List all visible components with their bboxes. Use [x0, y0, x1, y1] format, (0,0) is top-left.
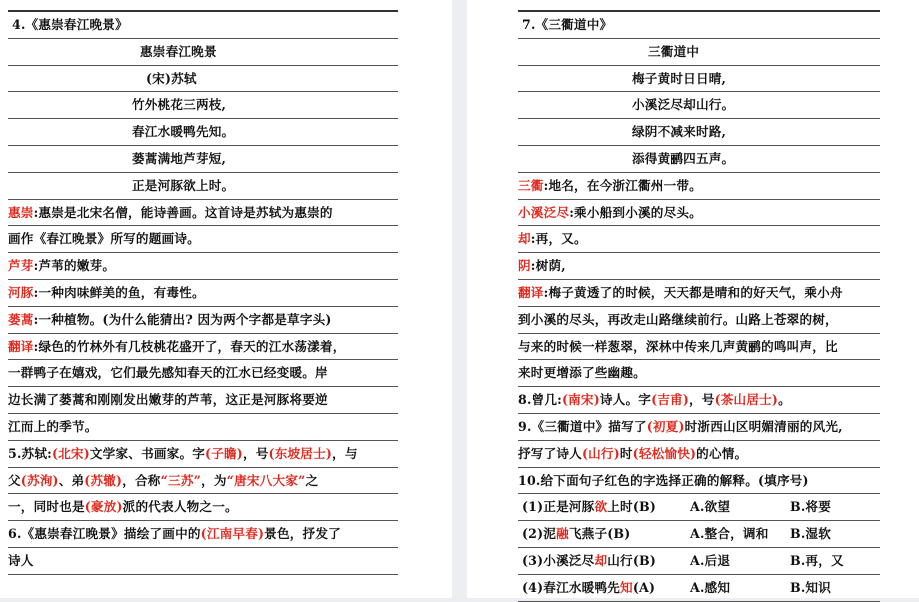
poem-verse: 添得黄鹂四五声。 [518, 146, 880, 173]
highlight-char: 却 [594, 552, 608, 568]
highlight-char: 知 [620, 579, 633, 595]
q-text: 诗人。字 [599, 392, 652, 408]
section-heading: 7.《三衢道中》 [518, 12, 880, 39]
q-text: 9.《三衢道中》描写了 [518, 418, 647, 434]
note-line [518, 334, 880, 361]
note-text: :惠崇是北宋名僧，能诗善画。这首诗是苏轼为惠崇的 [33, 204, 333, 220]
answer: (苏洵) [20, 472, 59, 488]
q-text: ，合称 [122, 472, 161, 488]
poem-verse: 正是河豚欲上时。 [8, 173, 398, 200]
q-text: 、弟 [58, 472, 85, 488]
q-text: 景色，抒发了 [264, 526, 341, 542]
item-sentence [522, 494, 656, 520]
poem-verse: 小溪泛尽却山行。 [518, 92, 880, 119]
note-line [8, 307, 398, 334]
question-5-line-1 [8, 441, 398, 468]
question-10-item [518, 521, 880, 548]
q-text: 抒写了诗人 [518, 445, 582, 461]
note-text: 与来的时候一样葱翠，深林中传来几声黄鹂的鸣叫声，比 [518, 338, 838, 354]
note-line [8, 226, 398, 253]
note-text: :树荫, [530, 258, 566, 274]
q-text: 时 [619, 445, 633, 461]
note-text: 江而上的季节。 [8, 418, 98, 434]
q-text: (1)正是河豚 [522, 499, 595, 515]
option-a: A.整合，调和 [690, 526, 769, 542]
note-line [518, 253, 880, 280]
option-a: A.感知 [690, 579, 731, 595]
q-text: 飞燕子(B) [568, 526, 631, 542]
note-line [518, 173, 880, 200]
option-b: B.将要 [790, 499, 832, 515]
q-text: 山行(B) [607, 552, 657, 568]
note-term: 翻译 [8, 338, 34, 354]
poem-author: (宋)苏轼 [8, 66, 398, 93]
note-text: :一种植物。(为什么能猜出? 因为两个字都是草字头) [33, 311, 332, 327]
q-text: 的心情。 [696, 445, 748, 461]
note-text: :再，又。 [530, 231, 587, 247]
question-10-item [518, 548, 880, 575]
note-text: :地名，在今浙江衢州一带。 [543, 177, 702, 193]
question-8 [518, 387, 880, 414]
note-line [518, 200, 880, 227]
poem-verse: 梅子黄时日日晴, [518, 66, 880, 93]
q-text: (2)泥 [522, 526, 557, 542]
note-text: 到小溪的尽头，再改走山路继续前行。山路上苍翠的树， [518, 311, 838, 327]
q-text: 之 [305, 472, 319, 488]
answer: (初夏) [646, 418, 685, 434]
note-text: 来时更增添了些幽趣。 [518, 365, 646, 381]
q-text: 5.苏轼: [8, 445, 52, 461]
answer: (北宋) [51, 445, 90, 461]
q-text: 上时(B) [607, 499, 657, 515]
note-line [8, 360, 398, 387]
note-text: :梅子黄透了的时候，天天都是晴和的好天气，乘小舟 [543, 284, 843, 300]
answer: (吉甫) [651, 392, 689, 408]
note-line [8, 387, 398, 414]
note-line [8, 280, 398, 307]
q-text: (3)小溪泛尽 [522, 552, 595, 568]
highlight-char: 融 [556, 526, 569, 542]
note-text: :绿色的竹林外有几枝桃花盛开了，春天的江水荡漾着， [33, 338, 346, 354]
question-6-line-2 [8, 548, 398, 575]
note-line [518, 280, 880, 307]
option-b: B.湿软 [790, 526, 832, 542]
item-sentence [522, 548, 656, 574]
right-column [518, 10, 880, 602]
poem-title: 惠崇春江晚景 [8, 39, 398, 66]
answer: (豪放) [84, 499, 123, 515]
note-line [518, 226, 880, 253]
q-text: (A) [632, 579, 656, 595]
note-line [518, 360, 880, 387]
q-text: 派的代表人物之一。 [122, 499, 238, 515]
q-text: (4)春江水暖鸭先 [522, 579, 621, 595]
note-term: 惠崇 [8, 204, 34, 220]
poem-verse: 春江水暖鸭先知。 [8, 119, 398, 146]
note-text: 边长满了蒌蒿和刚刚发出嫩芽的芦苇，这正是河豚将要逆 [8, 392, 328, 408]
answer: “唐宋八大家” [226, 472, 306, 488]
answer: (东坡居士) [268, 445, 333, 461]
q-text: 。 [778, 392, 791, 408]
note-text: 画作《春江晚景》所写的题画诗。 [8, 231, 200, 247]
note-text: :芦苇的嫩芽。 [33, 258, 116, 274]
section-heading: 4.《惠崇春江晚景》 [8, 12, 398, 39]
answer: (江南早春) [200, 526, 265, 542]
answer: “三苏” [160, 472, 202, 488]
answer: (南宋) [561, 392, 600, 408]
q-text: 6.《惠崇春江晚景》描绘了画中的 [8, 526, 201, 542]
poem-verse: 绿阴不减来时路, [518, 119, 880, 146]
q-text: 一，同时也是 [8, 499, 85, 515]
highlight-char: 欲 [594, 499, 608, 515]
answer: (子瞻) [205, 445, 243, 461]
left-page [0, 0, 452, 598]
poem-verse: 竹外桃花三两枝, [8, 92, 398, 119]
question-9-line-1 [518, 414, 880, 441]
q-text: ，与 [332, 445, 358, 461]
q-text: 8.曾几: [518, 392, 562, 408]
note-line [518, 307, 880, 334]
poem-verse: 蒌蒿满地芦芽短, [8, 146, 398, 173]
option-b: B.知识 [790, 579, 832, 595]
q-text: 父 [8, 472, 21, 488]
item-sentence [522, 521, 630, 547]
note-term: 阴 [518, 258, 531, 274]
note-term: 芦芽 [8, 258, 34, 274]
option-a: A.欲望 [690, 499, 731, 515]
question-5-line-3 [8, 494, 398, 521]
item-sentence [522, 575, 655, 601]
question-10-item [518, 494, 880, 521]
q-text: ，为 [201, 472, 227, 488]
note-text: 一群鸭子在嬉戏，它们最先感知春天的江水已经变暖。岸 [8, 365, 328, 381]
q-text: 时浙西山区明媚清丽的风光, [684, 418, 843, 434]
q-text: 诗人 [8, 552, 34, 568]
question-5-line-2 [8, 468, 398, 495]
answer: (茶山居士) [714, 392, 779, 408]
note-term: 河豚 [8, 284, 34, 300]
poem-title: 三衢道中 [518, 39, 880, 66]
note-term: 却 [518, 231, 531, 247]
q-text: 文学家、书画家。字 [89, 445, 206, 461]
note-term: 蒌蒿 [8, 311, 34, 327]
answer: (苏辙) [84, 472, 123, 488]
note-text: :乘小船到小溪的尽头。 [569, 204, 702, 220]
question-9-line-2 [518, 441, 880, 468]
q-text: ，号 [242, 445, 269, 461]
option-b: B.再，又 [790, 552, 844, 568]
option-a: A.后退 [690, 552, 731, 568]
note-line [8, 253, 398, 280]
note-text: :一种肉味鲜美的鱼，有毒性。 [33, 284, 205, 300]
question-10-heading: 10.给下面句子红色的字选择正确的解释。(填序号) [518, 468, 880, 495]
note-line [8, 200, 398, 227]
question-6-line-1 [8, 521, 398, 548]
note-term: 小溪泛尽 [518, 204, 570, 220]
left-column [8, 10, 398, 575]
note-line [8, 414, 398, 441]
note-term: 翻译 [518, 284, 544, 300]
right-page [467, 0, 919, 598]
q-text: ，号 [688, 392, 715, 408]
answer: (山行) [581, 445, 620, 461]
note-line [8, 334, 398, 361]
answer: (轻松愉快) [632, 445, 697, 461]
note-term: 三衢 [518, 177, 544, 193]
